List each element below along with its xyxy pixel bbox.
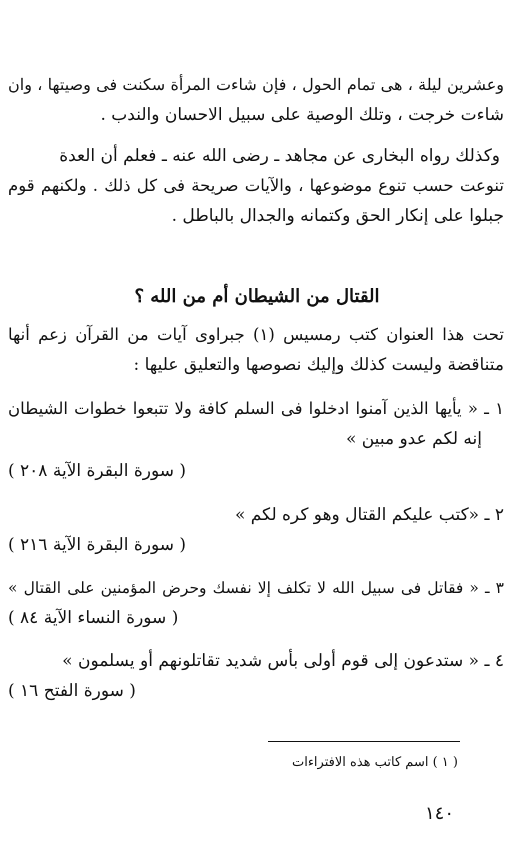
- page-number: ١٤٠: [424, 803, 454, 824]
- footnote-divider: [268, 741, 460, 742]
- verse-4-reference: ( سورة الفتح ١٦ ): [8, 681, 136, 701]
- section-heading: القتال من الشيطان أم من الله ؟: [134, 286, 380, 307]
- intro-line-2: متناقضة وليست كذلك وإليك نصوصها والتعليق عليها :: [133, 355, 504, 375]
- verse-1-line-1: ١ ـ « يأيها الذين آمنوا ادخلوا فى السلم كافة ولا تتبعوا خطوات الشيطان: [8, 399, 504, 418]
- paragraph-2-line-2: تنوعت حسب تنوع موضوعها ، والآيات صريحة فى كل ذلك . ولكنهم قوم: [8, 176, 504, 195]
- footnote: ( ١ ) اسم كاتب هذه الافتراءات: [291, 755, 458, 770]
- paragraph-1-line-2: شاءت خرجت ، وتلك الوصية على سبيل الاحسان والندب .: [100, 105, 504, 125]
- verse-3-line-1: ٣ ـ « فقاتل فى سبيل الله لا تكلف إلا نفسك وحرض المؤمنين على القتال »: [8, 579, 504, 597]
- verse-2-reference: ( سورة البقرة الآية ٢١٦ ): [8, 535, 187, 555]
- verse-3-reference: ( سورة النساء الآية ٨٤ ): [8, 608, 179, 628]
- intro-line-1: تحت هذا العنوان كتب رمسيس (١) جبراوى آيات من القرآن زعم أنها: [8, 325, 504, 344]
- paragraph-2-line-1: وكذلك رواه البخارى عن مجاهد ـ رضى الله عنه ـ فعلم أن العدة: [59, 146, 500, 166]
- paragraph-1-line-1: وعشرين ليلة ، هى تمام الحول ، فإن شاءت المرأة سكنت فى وصيتها ، وان: [8, 75, 504, 94]
- verse-1-reference: ( سورة البقرة الآية ٢٠٨ ): [8, 461, 187, 481]
- paragraph-2-line-3: جبلوا على إنكار الحق وكتمانه والجدال بالباطل .: [171, 206, 504, 226]
- verse-2-line-1: ٢ ـ «كتب عليكم القتال وهو كره لكم »: [234, 505, 504, 525]
- verse-4-line-1: ٤ ـ « ستدعون إلى قوم أولى بأس شديد تقاتلونهم أو يسلمون »: [62, 651, 504, 671]
- verse-1-line-2: إنه لكم عدو مبين »: [345, 429, 482, 449]
